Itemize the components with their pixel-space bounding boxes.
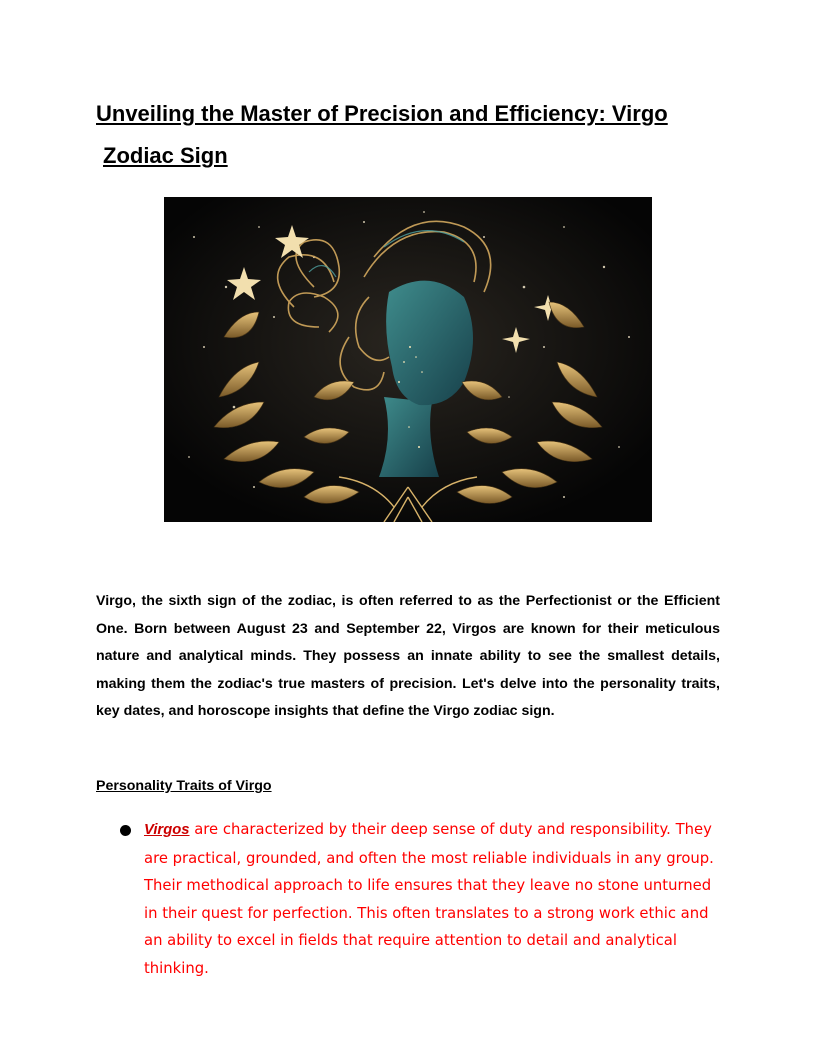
- trait-line: in any group. Their methodical approach to life ensures that they: [144, 849, 714, 894]
- title-line-1: Unveiling the Master of Precision and Efficiency: Virgo: [96, 101, 668, 126]
- section-heading-personality-traits: Personality Traits of Virgo: [96, 778, 272, 794]
- title-line-2: Zodiac Sign: [103, 143, 228, 168]
- intro-line: Efficient One. Born between August 23 and September 22, Virgos are known for: [96, 593, 720, 637]
- intro-line: define the Virgo zodiac sign.: [362, 703, 555, 719]
- virgo-illustration-graphic: [164, 197, 652, 522]
- page-title: [96, 93, 736, 177]
- traits-list: [144, 816, 719, 982]
- trait-line: translates to a strong work ethic and an ability to excel in fields that: [144, 904, 709, 949]
- lead-word-link[interactable]: Virgos: [144, 822, 190, 838]
- intro-line: their meticulous nature and analytical minds. They possess an innate ability to: [96, 620, 720, 664]
- bullet-icon: [120, 825, 131, 836]
- trait-line: require attention to detail and analytical thinking.: [144, 932, 677, 977]
- intro-line: Virgo, the sixth sign of the zodiac, is often referred to as the Perfectionist or the: [96, 593, 659, 609]
- list-item: [144, 816, 719, 982]
- trait-line: leave no stone unturned in their quest for perfection. This often: [144, 877, 712, 922]
- trait-line: are characterized by their deep sense of duty and responsibility.: [189, 821, 671, 838]
- intro-line: Let's delve into the personality traits, key dates, and horoscope insights that: [96, 675, 720, 719]
- intro-line: see the smallest details, making them the zodiac's true masters of precision.: [96, 648, 720, 692]
- intro-paragraph: [96, 588, 720, 726]
- trait-line: They are practical, grounded, and often the most reliable individuals: [144, 821, 712, 867]
- virgo-illustration: [164, 197, 652, 522]
